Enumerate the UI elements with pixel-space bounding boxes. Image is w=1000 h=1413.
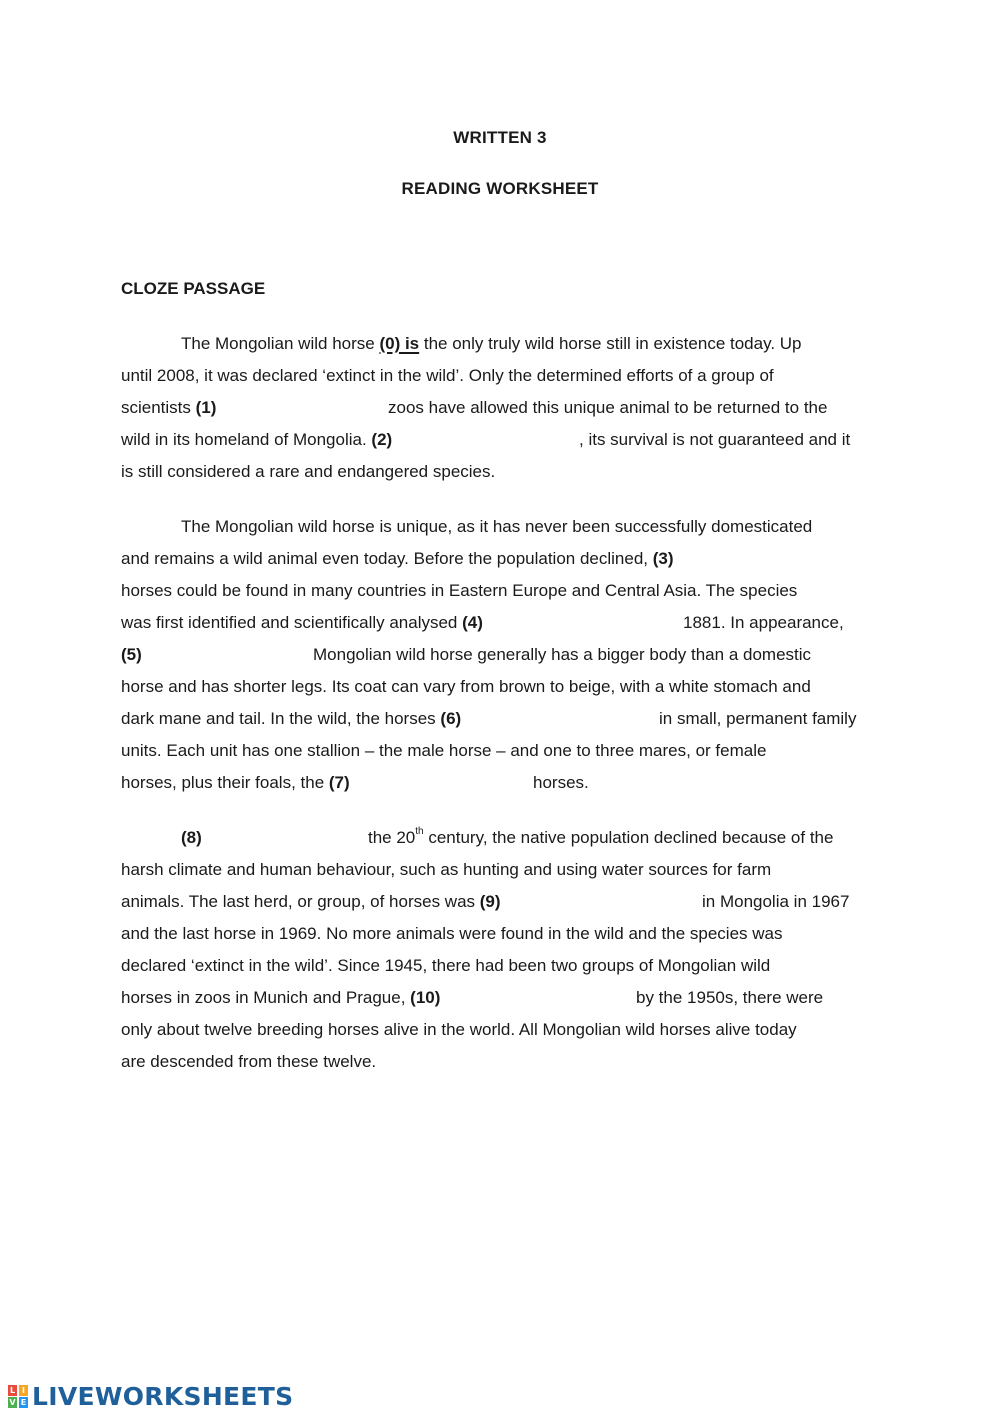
text-line [121,1018,881,1042]
text-line [121,675,881,699]
text-segment: horse and has shorter legs. Its coat can vary from brown to beige, with a white stomach and [121,677,811,696]
text-segment: and remains a wild animal even today. Before the population declined, [121,549,653,568]
text-segment: scientists [121,398,196,417]
text-line [121,858,881,882]
blank-number-3: (3) [652,549,674,568]
text-segment: 1881. In appearance, [683,613,844,632]
text-segment: The Mongolian wild horse is unique, as it has never been successfully domesticated [181,517,813,536]
text-line [121,460,881,484]
text-segment: was first identified and scientifically analysed [121,613,463,632]
text-segment: by the 1950s, there were [636,988,824,1007]
text-segment: horses. [533,773,589,792]
text-segment: are descended from these twelve. [121,1052,377,1071]
text-segment: horses in zoos in Munich and Prague, [121,988,411,1007]
text-line [121,428,881,452]
text-line [121,396,881,420]
text-line [121,1050,881,1074]
text-segment: The Mongolian wild horse [181,334,380,353]
blank-number-2: (2) [371,430,393,449]
text-segment: only about twelve breeding horses alive in the world. All Mongolian wild horses alive today [121,1020,797,1039]
blank-number-10: (10) [410,988,441,1007]
page-title: WRITTEN 3 [453,128,547,147]
badge-letter: E [20,1398,27,1407]
text-segment: animals. The last herd, or group, of horses was [121,892,480,911]
text-line [121,986,881,1010]
text-segment: until 2008, it was declared ‘extinct in the wild’. Only the determined efforts of a group of [121,366,774,385]
blank-number-7: (7) [328,773,350,792]
text-segment: units. Each unit has one stallion – the male horse – and one to three mares, or female [121,741,767,760]
ordinal-suffix: th [415,826,424,838]
liveworksheets-logo [8,1380,293,1412]
text-segment: the 20 [368,828,416,847]
blank-number-4: (4) [462,613,483,632]
text-line [121,890,881,914]
text-line [121,515,881,539]
text-segment: in small, permanent family [659,709,857,728]
text-segment: century, the native population declined because of the [423,828,834,847]
text-segment: zoos have allowed this unique animal to be returned to the [388,398,828,417]
blank-number-9: (9) [479,892,501,911]
example-answer: (0) is [379,334,420,353]
text-line [121,707,881,731]
text-line [121,954,881,978]
blank-number-5: (5) [121,645,142,664]
logo-badge-icon [8,1383,30,1409]
badge-letter: I [19,1385,28,1396]
text-segment: the only truly wild horse still in existence today. Up [419,334,802,353]
badge-letter: V [9,1398,16,1407]
text-segment: horses, plus their foals, the [121,773,329,792]
blank-number-6: (6) [440,709,462,728]
text-line [121,826,881,850]
section-title: CLOZE PASSAGE [121,279,266,298]
blank-number-8: (8) [181,828,202,847]
badge-letter: L [9,1386,16,1395]
text-line [121,922,881,946]
text-segment: declared ‘extinct in the wild’. Since 1945, there had been two groups of Mongolian wild [121,956,771,975]
text-line [121,643,881,667]
text-line [121,771,881,795]
text-segment: in Mongolia in 1967 [702,892,850,911]
text-line [121,332,881,356]
text-line [121,547,881,571]
logo-text: LIVEWORKSHEETS [32,1381,294,1411]
text-line [121,611,881,635]
text-line [121,364,881,388]
text-segment: Mongolian wild horse generally has a bigger body than a domestic [313,645,812,664]
text-segment: , its survival is not guaranteed and it [579,430,851,449]
text-line [121,739,881,763]
text-segment: horses could be found in many countries in Eastern Europe and Central Asia. The species [121,581,798,600]
blank-number-1: (1) [195,398,217,417]
page-subtitle: READING WORKSHEET [401,179,599,198]
text-segment: dark mane and tail. In the wild, the horses [121,709,441,728]
text-segment: wild in its homeland of Mongolia. [121,430,372,449]
text-segment: is still considered a rare and endangered species. [121,462,496,481]
text-line [121,579,881,603]
text-segment: harsh climate and human behaviour, such as hunting and using water sources for farm [121,860,772,879]
text-segment: and the last horse in 1969. No more animals were found in the wild and the species was [121,924,783,943]
